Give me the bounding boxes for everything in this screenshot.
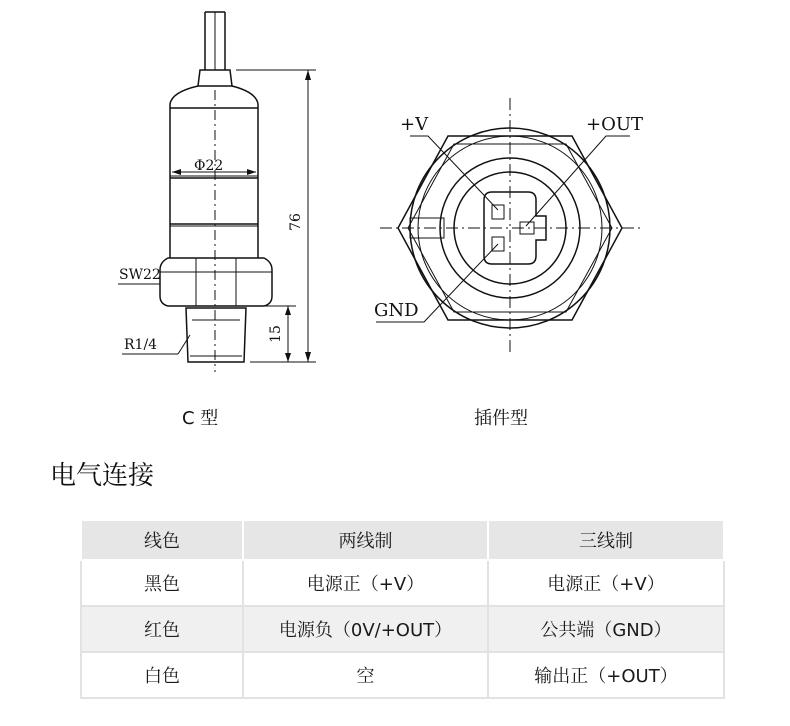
plus-out-label: +OUT	[586, 114, 644, 135]
plug-type-caption: 插件型	[474, 408, 528, 429]
table-cell: 电源正（+V）	[488, 560, 724, 606]
table-cell: 电源负（0V/+OUT）	[243, 606, 488, 652]
table-row	[81, 560, 724, 606]
section-title: 电气连接	[50, 461, 155, 491]
table-cell: 输出正（+OUT）	[488, 652, 724, 698]
header-cell-three-wire: 三线制	[488, 520, 724, 560]
plus-v-label: +V	[400, 114, 429, 135]
table-header-row	[81, 520, 724, 560]
table-cell: 公共端（GND）	[488, 606, 724, 652]
table-cell: 空	[243, 652, 488, 698]
table-cell: 红色	[81, 606, 243, 652]
c-type-caption: C 型	[182, 408, 219, 429]
thread-length-label: 15	[268, 325, 284, 343]
wiring-table	[80, 519, 725, 699]
table-cell: 电源正（+V）	[243, 560, 488, 606]
header-cell-color: 线色	[81, 520, 243, 560]
table-row	[81, 606, 724, 652]
thread-label: R1/4	[124, 337, 158, 353]
c-type-sensor-drawing	[118, 12, 316, 372]
table-cell: 黑色	[81, 560, 243, 606]
table-row	[81, 652, 724, 698]
gnd-label: GND	[374, 300, 419, 321]
total-length-label: 76	[288, 213, 304, 231]
sw-label: SW22	[119, 267, 161, 283]
diameter-label: Φ22	[194, 158, 224, 174]
header-cell-two-wire: 两线制	[243, 520, 488, 560]
table-cell: 白色	[81, 652, 243, 698]
